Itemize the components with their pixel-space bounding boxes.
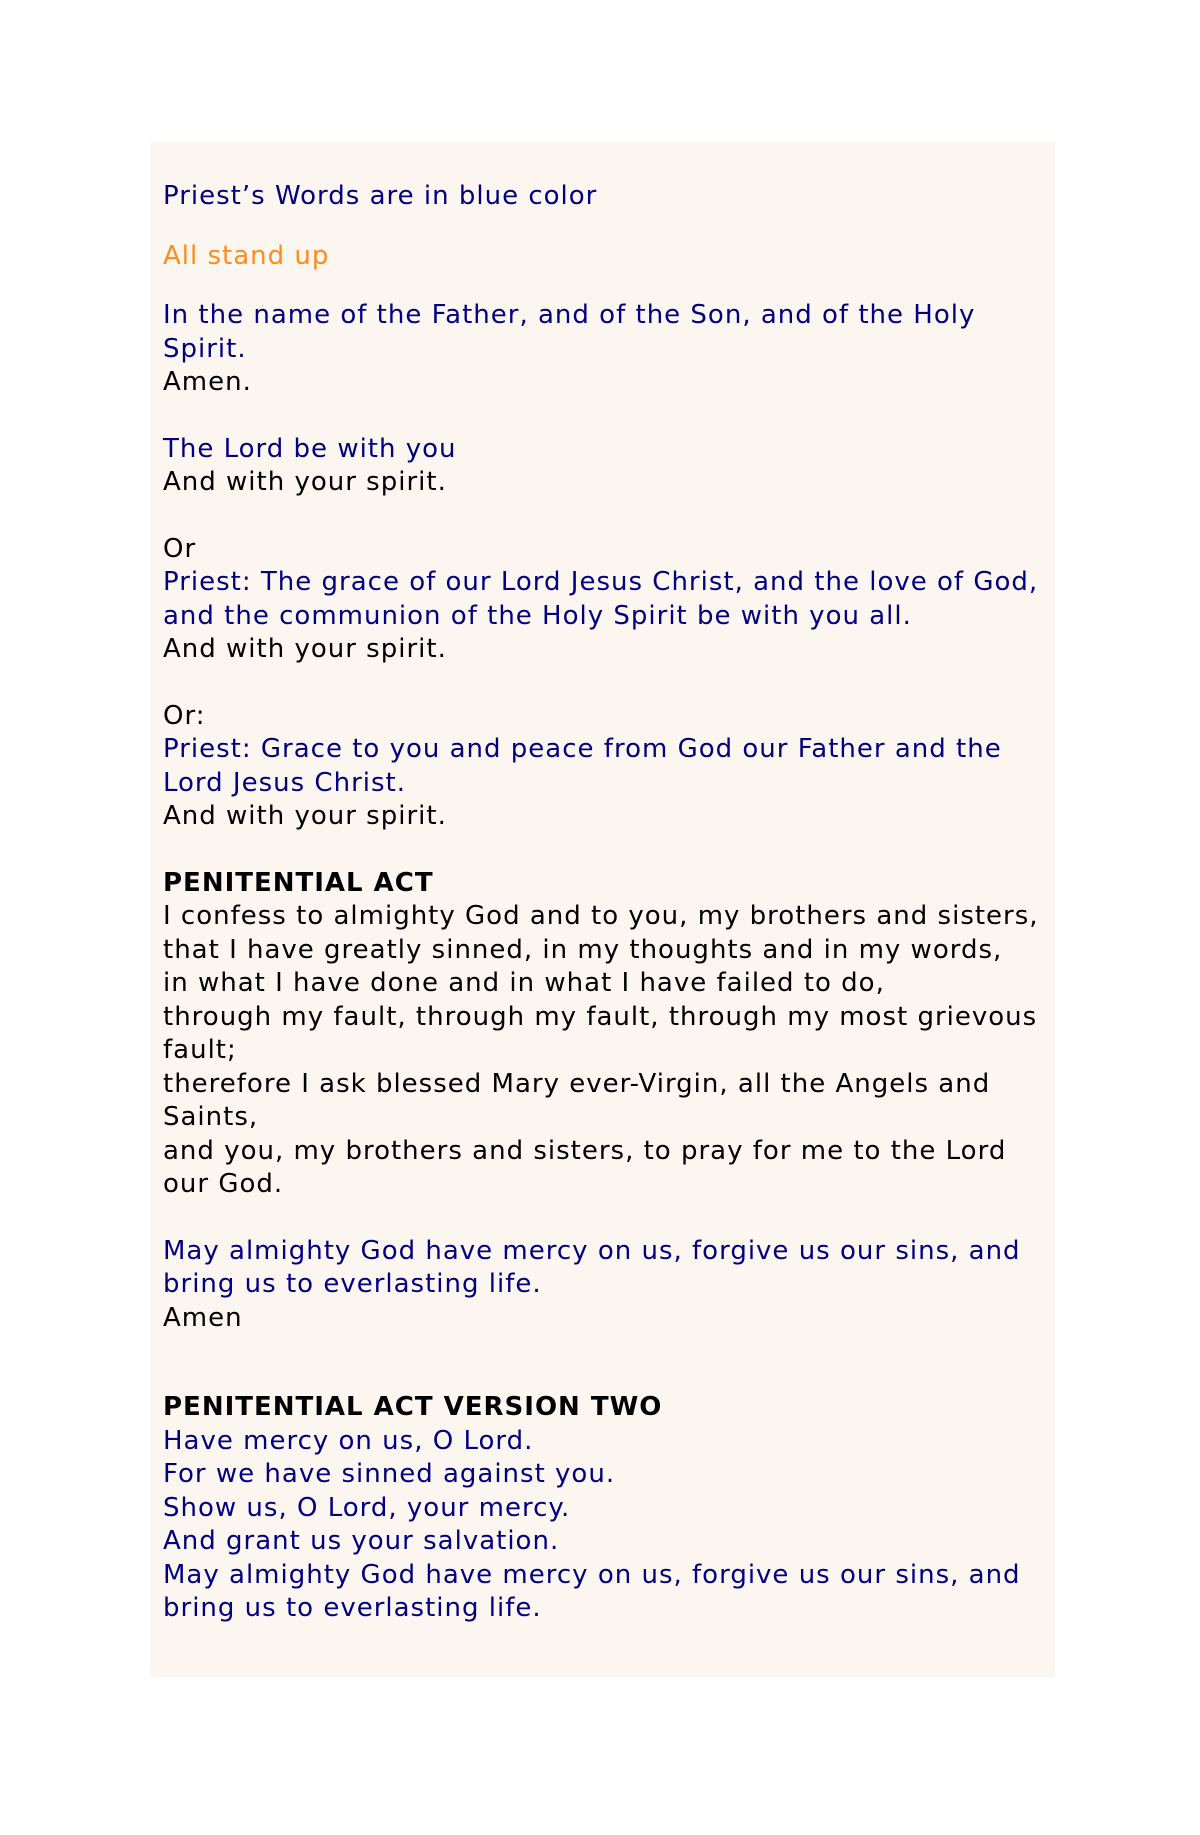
penitential-two-line: And grant us your salvation. (163, 1526, 560, 1556)
penitential-two-line: For we have sinned against you. (163, 1459, 616, 1489)
penitential-two-line: May almighty God have mercy on us, forgive us our sins, and (163, 1559, 1021, 1590)
absolution-line: bring us to everlasting life. (163, 1269, 542, 1299)
sign-of-cross-response: Amen. (163, 367, 252, 397)
confiteor-line: and you, my brothers and sisters, to pray for me to the Lord (163, 1135, 1007, 1166)
greeting2-priest-line: Priest: The grace of our Lord Jesus Christ, and the love of God, (163, 567, 1039, 597)
greeting3-priest-line: Priest: Grace to you and peace from God our Father and the (163, 734, 1002, 764)
penitential-act-two-heading: PENITENTIAL ACT VERSION TWO (163, 1392, 663, 1422)
confiteor-line: Saints, (163, 1102, 259, 1132)
confiteor-line: in what I have done and in what I have failed to do, (163, 968, 885, 998)
greeting3-response: And with your spirit. (163, 801, 447, 831)
instruction-text: All stand up (163, 240, 330, 271)
confiteor-line: fault; (163, 1035, 237, 1065)
greeting3-or: Or: (163, 700, 206, 731)
confiteor-line: our God. (163, 1169, 284, 1199)
confiteor-line: therefore I ask blessed Mary ever-Virgin, all the Angels and (163, 1068, 991, 1099)
confiteor-line: that I have greatly sinned, in my thoughts and in my words, (163, 934, 1003, 965)
penitential-two-line: Have mercy on us, O Lord. (163, 1425, 534, 1456)
greeting2-priest-line: and the communion of the Holy Spirit be with you all. (163, 600, 912, 631)
absolution-response: Amen (163, 1302, 243, 1333)
sign-of-cross-priest-line: Spirit. (163, 333, 247, 364)
penitential-act-heading: PENITENTIAL ACT (163, 867, 434, 898)
sign-of-cross-priest-line: In the name of the Father, and of the Son, and of the Holy (163, 300, 976, 330)
greeting2-or: Or (163, 533, 197, 564)
penitential-two-line: bring us to everlasting life. (163, 1593, 542, 1623)
greeting3-priest-line: Lord Jesus Christ. (163, 767, 406, 798)
confiteor-line: I confess to almighty God and to you, my brothers and sisters, (163, 901, 1039, 931)
greeting1-response: And with your spirit. (163, 467, 447, 497)
absolution-line: May almighty God have mercy on us, forgive us our sins, and (163, 1235, 1021, 1266)
greeting2-response: And with your spirit. (163, 634, 447, 664)
missal-text (163, 180, 1043, 1626)
confiteor-line: through my fault, through my fault, through my most grievous (163, 1001, 1038, 1032)
penitential-two-line: Show us, O Lord, your mercy. (163, 1492, 571, 1523)
legend-text: Priest’s Words are in blue color (163, 181, 598, 211)
greeting1-priest: The Lord be with you (163, 433, 457, 464)
